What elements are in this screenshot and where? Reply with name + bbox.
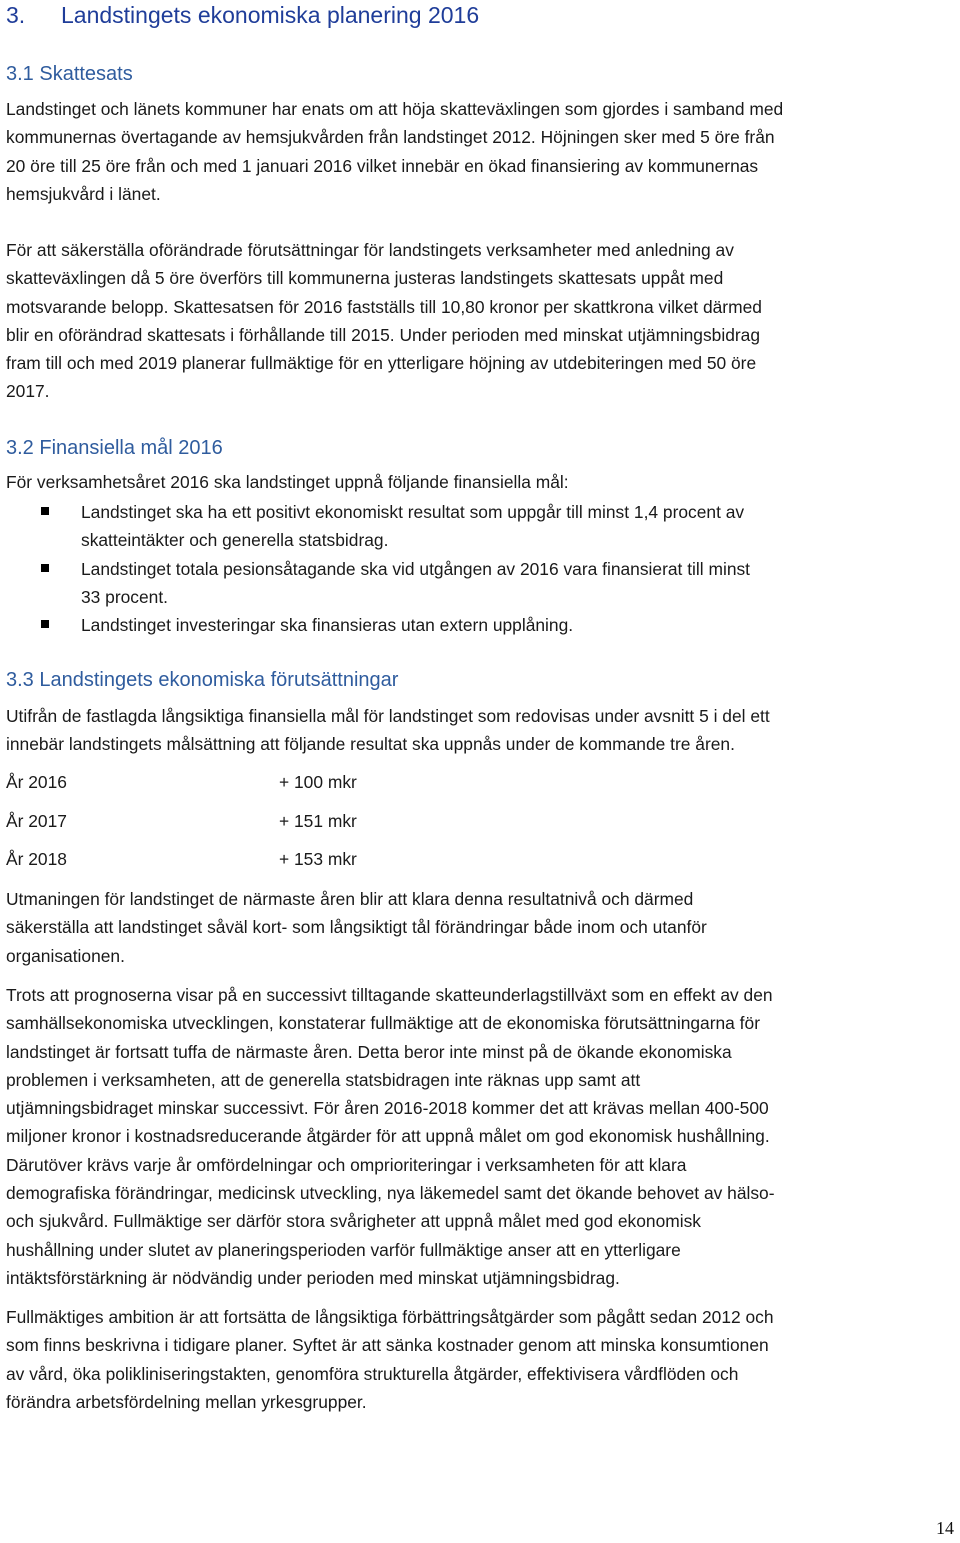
result-value: + 151 mkr <box>279 810 357 831</box>
bullet-square-icon <box>41 507 49 515</box>
text-line: För verksamhetsåret 2016 ska landstinget uppnå följande finansiella mål: <box>6 472 569 492</box>
text-line: förändra arbetsfördelning mellan yrkesgrupper. <box>6 1391 367 1412</box>
year-label: År 2018 <box>6 849 67 869</box>
text-line: motsvarande belopp. Skattesatsen för 2016 fastställs till 10,80 kronor per skattkrona vilket därmed <box>6 296 762 317</box>
text-line: Fullmäktiges ambition är att fortsätta de långsiktiga förbättringsåtgärder som pågått sedan 2012 och <box>6 1307 774 1327</box>
text-line: samhällsekonomiska utvecklingen, konstaterar fullmäktige att de ekonomiska förutsättningarna för <box>6 1013 760 1034</box>
page-number: 14 <box>936 1518 954 1538</box>
text-line: Landstinget ska ha ett positivt ekonomiskt resultat som uppgår till minst 1,4 procent av <box>81 502 745 522</box>
text-line: skatteväxlingen då 5 öre överförs till kommunerna justeras landstingets skattesats uppåt med <box>6 268 724 289</box>
result-value: + 100 mkr <box>279 772 357 792</box>
text-line: landstinget är fortsatt tuffa de närmaste åren. Detta beror inte minst på de ökande ekonomiska <box>6 1041 732 1062</box>
text-line: 2017. <box>6 381 50 402</box>
text-line: av vård, öka polikliniseringstakten, genomföra strukturella åtgärder, effektivisera vårdflöden och <box>6 1363 739 1384</box>
text-line: och sjukvård. Fullmäktige ser därför stora svårigheter att uppnå målet med god ekonomisk <box>6 1211 701 1232</box>
text-line: 33 procent. <box>81 586 169 607</box>
paragraph-finansiella-intro <box>6 468 956 496</box>
text-line: utjämningsbidraget minskar successivt. För åren 2016-2018 kommer det att krävas mellan 400-500 <box>6 1098 769 1119</box>
text-line: problemen i verksamheten, att de generella statsbidragen inte räknas upp samt att <box>6 1069 641 1090</box>
bullet-square-icon <box>41 620 49 628</box>
text-line: Utmaningen för landstinget de närmaste åren blir att klara denna resultatnivå och därmed <box>6 889 694 909</box>
text-line: demografiska förändringar, medicinsk utveckling, nya läkemedel samt det ökande behovet av hälso- <box>6 1183 775 1204</box>
paragraph-prognoser <box>6 981 956 1292</box>
text-line: som finns beskrivna i tidigare planer. Syftet är att sänka kostnader genom att minska konsumtionen <box>6 1335 769 1356</box>
text-line: Därutöver krävs varje år omfördelningar och omprioriteringar i verksamheten för att klara <box>6 1154 687 1175</box>
text-line: För att säkerställa oförändrade förutsättningar för landstingets verksamheter med anledning av <box>6 240 734 260</box>
year-label: År 2016 <box>6 772 67 792</box>
section-heading-forutsattningar: 3.3 Landstingets ekonomiska förutsättningar <box>6 669 399 691</box>
text-line: innebär landstingets målsättning att följande resultat ska uppnås under de kommande tre åren. <box>6 734 735 755</box>
paragraph-skattevaxling <box>6 95 956 208</box>
text-line: fram till och med 2019 planerar fullmäktige för en ytterligare höjning av utdebiteringen med 50 öre <box>6 353 757 374</box>
list-item <box>6 555 956 612</box>
text-line: 20 öre till 25 öre från och med 1 januari 2016 vilket innebär en ökad finansiering av kommunernas <box>6 155 759 176</box>
text-line: skatteintäkter och generella statsbidrag. <box>81 530 389 551</box>
text-line: blir en oförändrad skattesats i förhållande till 2015. Under perioden med minskat utjämningsbidrag <box>6 324 761 345</box>
paragraph-skattesats <box>6 236 956 406</box>
text-line: Landstinget totala pesionsåtagande ska vid utgången av 2016 vara finansierat till minst <box>81 558 751 579</box>
text-line: Landstinget investeringar ska finansieras utan extern upplåning. <box>81 615 574 636</box>
text-line: säkerställa att landstinget såväl kort- som långsiktigt tål förändringar både inom och utanför <box>6 917 707 938</box>
year-label: År 2017 <box>6 810 67 831</box>
text-line: intäktsförstärkning är nödvändig under perioden med minskat utjämningsbidrag. <box>6 1267 620 1288</box>
section-heading-skattesats: 3.1 Skattesats <box>6 63 133 85</box>
text-line: miljoner kronor i kostnadsreducerande åtgärder för att uppnå målet om god ekonomisk hushållning. <box>6 1126 770 1147</box>
result-value: + 153 mkr <box>279 849 357 869</box>
text-line: organisationen. <box>6 945 125 966</box>
text-line: Utifrån de fastlagda långsiktiga finansiella mål för landstinget som redovisas under avsnitt 5 i del ett <box>6 706 770 726</box>
section-heading-finansiella-mal: 3.2 Finansiella mål 2016 <box>6 437 223 459</box>
text-line: hemsjukvård i länet. <box>6 183 161 204</box>
text-line: hushållning under slutet av planeringsperioden varför fullmäktige anser att en ytterligare <box>6 1239 681 1260</box>
financial-goals-list <box>6 498 956 639</box>
chapter-number: 3. <box>6 2 26 28</box>
text-line: Trots att prognoserna visar på en successivt tilltagande skatteunderlagstillväxt som en effekt av den <box>6 985 773 1005</box>
bullet-square-icon <box>41 564 49 572</box>
paragraph-ambition <box>6 1303 956 1416</box>
chapter-title: Landstingets ekonomiska planering 2016 <box>61 2 480 28</box>
list-item <box>6 611 956 639</box>
paragraph-utmaningen <box>6 885 956 970</box>
list-item <box>6 498 956 555</box>
chapter-heading <box>6 0 479 30</box>
text-line: kommunernas övertagande av hemsjukvården från landstinget 2012. Höjningen sker med 5 öre från <box>6 127 775 148</box>
text-line: Landstinget och länets kommuner har enats om att höja skatteväxlingen som gjordes i samband med <box>6 99 784 119</box>
paragraph-forutsattningar-intro <box>6 702 956 759</box>
